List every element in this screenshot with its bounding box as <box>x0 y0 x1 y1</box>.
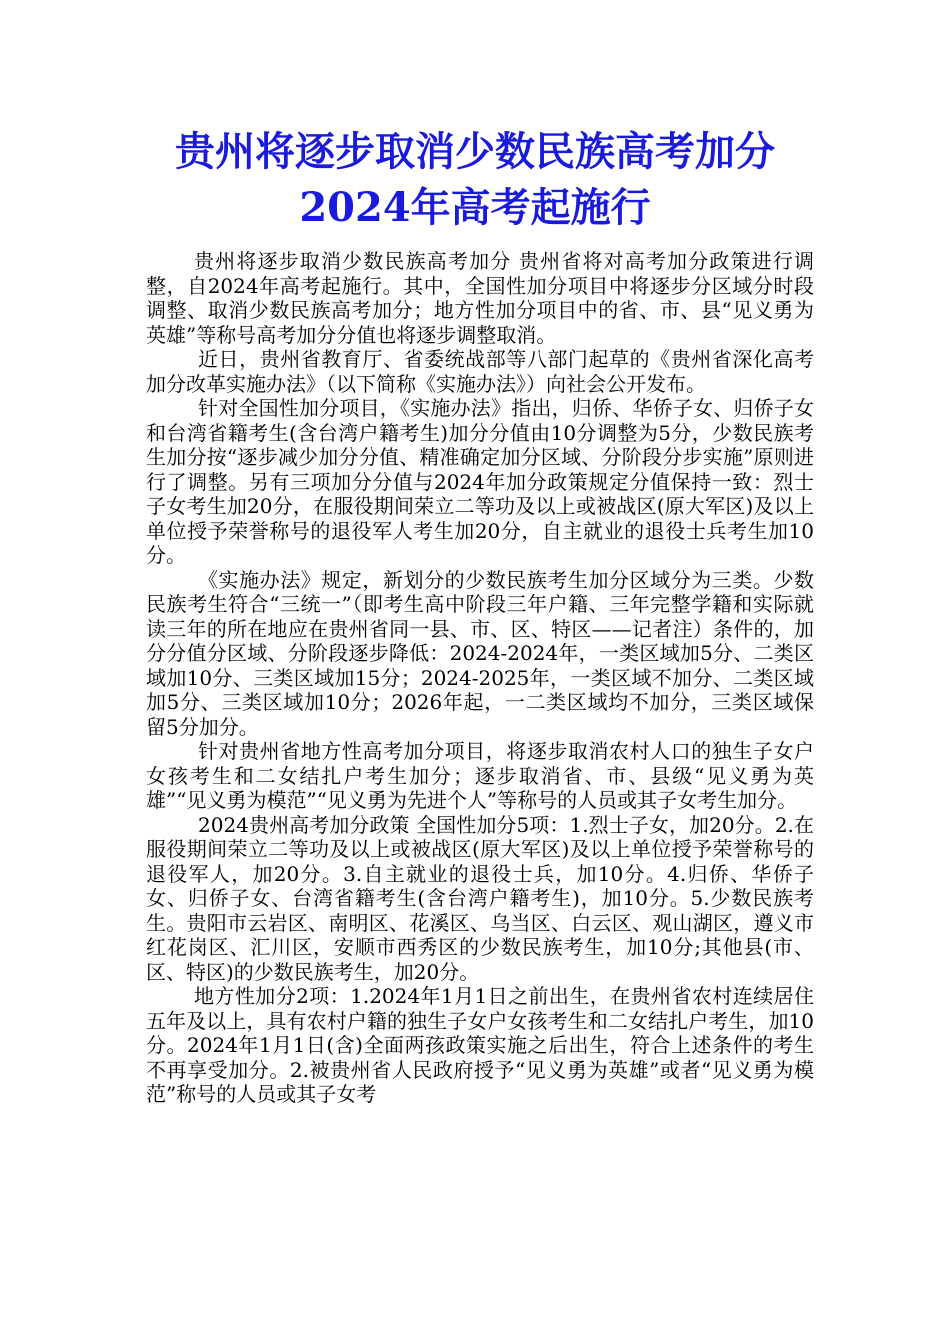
document-body <box>146 249 814 1107</box>
title-line-2: 2024年高考起施行 <box>299 184 651 231</box>
paragraph: 地方性加分2项：1.2024年1月1日之前出生，在贵州省农村连续居住五年及以上，具有农村户籍的独生子女户女孩考生和二女结扎户考生，加10分。2024年1月1日(含)全面两孩政策实施之后出生，符合上述条件的考生不再享受加分。2.被贵州省人民政府授予“见义勇为英雄”或者“见义勇为模范”称号的人员或其子女考 <box>146 984 814 1106</box>
document-title <box>120 124 830 236</box>
title-line-1: 贵州将逐步取消少数民族高考加分 <box>175 128 775 175</box>
paragraph: 《实施办法》规定，新划分的少数民族考生加分区域分为三类。少数民族考生符合“三统一”（即考生高中阶段三年户籍、三年完整学籍和实际就读三年的所在地应在贵州省同一县、市、区、特区——记者注）条件的，加分分值分区域、分阶段逐步降低：2024-2024年，一类区域加5分、二类区域加10分、三类区域加15分；2024-2025年，一类区域不加分、二类区域加5分、三类区域加10分；2026年起，一二类区域均不加分，三类区域保留5分加分。 <box>146 567 814 739</box>
paragraph: 贵州将逐步取消少数民族高考加分 贵州省将对高考加分政策进行调整，自2024年高考起施行。其中，全国性加分项目中将逐步分区域分时段调整、取消少数民族高考加分；地方性加分项目中的省、市、县“见义勇为英雄”等称号高考加分分值也将逐步调整取消。 <box>146 249 814 347</box>
paragraph: 针对全国性加分项目，《实施办法》指出，归侨、华侨子女、归侨子女和台湾省籍考生(含台湾户籍考生)加分分值由10分调整为5分，少数民族考生加分按“逐步减少加分分值、精准确定加分区域、分阶段分步实施”原则进行了调整。另有三项加分分值与2024年加分政策规定分值保持一致：烈士子女考生加20分，在服役期间荣立二等功及以上或被战区(原大军区)及以上单位授予荣誉称号的退役军人考生加20分，自主就业的退役士兵考生加10分。 <box>146 396 814 567</box>
paragraph: 近日，贵州省教育厅、省委统战部等八部门起草的《贵州省深化高考加分改革实施办法》（以下简称《实施办法》）向社会公开发布。 <box>146 347 814 396</box>
paragraph: 2024贵州高考加分政策 全国性加分5项：1.烈士子女，加20分。2.在服役期间荣立二等功及以上或被战区(原大军区)及以上单位授予荣誉称号的退役军人，加20分。3.自主就业的退役士兵，加10分。4.归侨、华侨子女、归侨子女、台湾省籍考生(含台湾户籍考生)，加10分。5.少数民族考生。贵阳市云岩区、南明区、花溪区、乌当区、白云区、观山湖区，遵义市红花岗区、汇川区，安顺市西秀区的少数民族考生，加10分;其他县(市、区、特区)的少数民族考生，加20分。 <box>146 812 814 984</box>
paragraph: 针对贵州省地方性高考加分项目，将逐步取消农村人口的独生子女户女孩考生和二女结扎户考生加分；逐步取消省、市、县级“见义勇为英雄”“见义勇为模范”“见义勇为先进个人”等称号的人员或其子女考生加分。 <box>146 739 814 812</box>
